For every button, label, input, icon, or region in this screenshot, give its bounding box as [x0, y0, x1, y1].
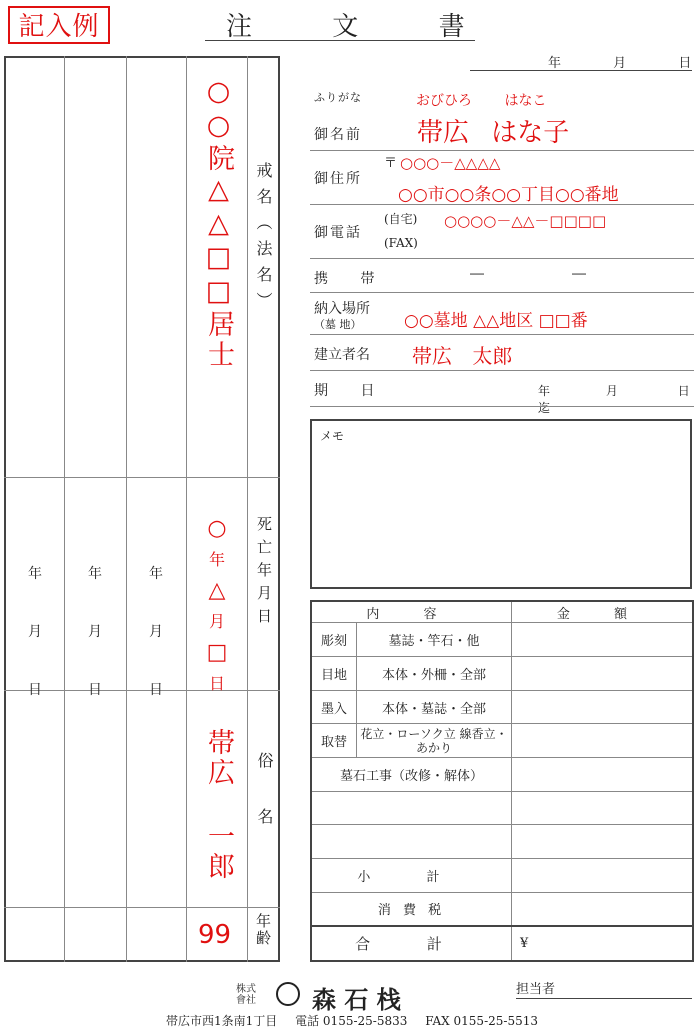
table-row — [311, 757, 693, 791]
title-char: 書 — [438, 12, 465, 42]
name-label: 御名前 — [314, 127, 362, 143]
address-value: ○○市○○条○○丁目○○番地 — [398, 185, 619, 205]
subtotal-amount[interactable] — [512, 858, 694, 892]
phone-fax-label: (FAX) — [384, 236, 418, 250]
table-row — [311, 623, 693, 657]
tax-label: 消 費 税 — [311, 892, 512, 926]
death-value — [200, 513, 234, 699]
company-phone: 電話 0155-25-5833 — [295, 1014, 408, 1028]
builder-surname: 帯広 — [412, 344, 452, 368]
date-day: 日 — [149, 682, 163, 698]
staff-label: 担当者 — [516, 982, 556, 997]
company-address: 帯広市西1条南1丁目 — [166, 1014, 278, 1028]
table-row — [311, 791, 693, 825]
company-logo — [236, 980, 476, 1014]
furigana-value — [416, 90, 546, 110]
tax-amount[interactable] — [512, 892, 694, 926]
date-month: 月 — [149, 624, 163, 640]
date-day: 日 — [88, 682, 102, 698]
date-day: 日 — [28, 682, 42, 698]
table-row — [311, 858, 693, 892]
deadline-year: 年 — [538, 384, 551, 398]
company-name: 森 石 栈 — [312, 985, 401, 1014]
zokumyo-value: 帯広 一郎 — [203, 728, 234, 882]
row-amount[interactable] — [512, 825, 694, 859]
blank-row[interactable] — [311, 791, 512, 825]
table-row — [311, 825, 693, 859]
kaimyo-value: ○○院△△□□居士 — [203, 76, 234, 370]
order-date — [548, 52, 691, 71]
row-amount[interactable] — [512, 657, 694, 691]
phone-home-label: (自宅) — [384, 212, 418, 226]
row-description: 花立・ローソク立 線香立・あかり — [357, 724, 512, 758]
table-row — [311, 926, 693, 961]
table-row — [311, 690, 693, 724]
surname: 帯広 — [417, 118, 470, 148]
phone-value: ○○○○－△△－□□□□ — [444, 212, 607, 230]
furigana-surname: おびひろ — [416, 93, 472, 109]
date-year: 年 — [88, 566, 102, 582]
date-year: 年 — [149, 566, 163, 582]
kaimyo-label: 戒名（法名） — [254, 162, 273, 318]
mobile-dash: ― — [470, 266, 484, 282]
mobile-dash: ― — [572, 266, 586, 282]
row-description: 本体・墓誌・全部 — [357, 690, 512, 724]
builder-label: 建立者名 — [314, 347, 370, 363]
row-description: 本体・外柵・全部 — [357, 657, 512, 691]
amount-table — [310, 600, 694, 962]
postal-value: ○○○－△△△△ — [400, 154, 501, 172]
deadline-fields — [538, 382, 700, 416]
row-amount[interactable] — [512, 623, 694, 657]
company-fax: FAX 0155-25-5513 — [425, 1014, 538, 1028]
memo-label: メモ — [320, 429, 345, 443]
age-value: 99 — [198, 920, 232, 950]
date-line — [470, 70, 692, 71]
row-description: 墓誌・竿石・他 — [357, 623, 512, 657]
left-table — [4, 56, 280, 962]
row-category: 取替 — [311, 724, 357, 758]
table-row — [311, 892, 693, 926]
repair-row: 墓石工事（改修・解体） — [311, 757, 512, 791]
furigana-label: ふりがな — [314, 91, 362, 104]
site-sub-label: （墓 地） — [314, 318, 362, 331]
date-year: 年 — [548, 56, 562, 71]
phone-label: 御電話 — [314, 225, 362, 241]
company-contact — [166, 1012, 538, 1029]
row-category: 目地 — [311, 657, 357, 691]
site-value: ○○墓地 △△地区 □□番 — [404, 311, 588, 331]
builder-value — [412, 340, 512, 369]
deadline-month: 月 — [605, 384, 618, 398]
yen-sign: ¥ — [520, 936, 529, 952]
death-day-unit: 日 — [208, 674, 225, 693]
page-title — [226, 6, 465, 43]
date-month: 月 — [613, 56, 627, 71]
death-label: 死亡年月日 — [255, 516, 273, 631]
name-value — [417, 112, 569, 149]
site-label: 納入場所 — [314, 301, 370, 317]
zokumyo-label: 俗名 — [255, 752, 274, 864]
death-month-unit: 月 — [208, 612, 225, 631]
death-month-val: △ — [208, 578, 226, 603]
given-name: はな子 — [491, 118, 570, 148]
row-amount[interactable] — [512, 791, 694, 825]
row-category: 彫刻 — [311, 623, 357, 657]
age-label: 年齢 — [254, 913, 272, 947]
empty-date-col — [20, 545, 50, 719]
row-amount[interactable] — [512, 690, 694, 724]
date-day: 日 — [678, 56, 692, 71]
blank-row[interactable] — [311, 825, 512, 859]
example-badge: 記入例 — [8, 6, 110, 44]
empty-date-col — [141, 545, 171, 719]
memo-box[interactable] — [310, 419, 692, 589]
builder-given: 太郎 — [472, 344, 513, 368]
row-amount[interactable] — [512, 724, 694, 758]
subtotal-label: 小 計 — [311, 858, 512, 892]
company-mark-icon — [276, 982, 300, 1006]
col-amount-header: 金 額 — [512, 601, 694, 623]
total-amount[interactable] — [512, 926, 694, 961]
postal-mark: 〒 — [384, 156, 398, 171]
row-category: 墨入 — [311, 690, 357, 724]
col-content-header: 内 容 — [311, 601, 512, 623]
death-day-val: □ — [206, 640, 228, 665]
death-year-unit: 年 — [208, 550, 225, 569]
furigana-given: はなこ — [504, 93, 547, 109]
address-label: 御住所 — [314, 171, 362, 187]
deadline-day: 日迄 — [538, 384, 690, 415]
date-year: 年 — [28, 566, 42, 582]
row-amount[interactable] — [512, 757, 694, 791]
empty-date-col — [80, 545, 110, 719]
mobile-label: 携 帯 — [314, 271, 389, 287]
title-underline — [205, 40, 475, 41]
company-prefix: 株式會社 — [236, 984, 256, 1006]
table-row — [311, 657, 693, 691]
title-char: 注 — [226, 12, 253, 42]
title-char: 文 — [332, 12, 359, 42]
date-month: 月 — [28, 624, 42, 640]
death-year-val: ○ — [207, 516, 227, 541]
table-row — [311, 724, 693, 758]
deadline-label: 期 日 — [314, 383, 389, 399]
date-month: 月 — [88, 624, 102, 640]
total-label: 合 計 — [311, 926, 512, 961]
